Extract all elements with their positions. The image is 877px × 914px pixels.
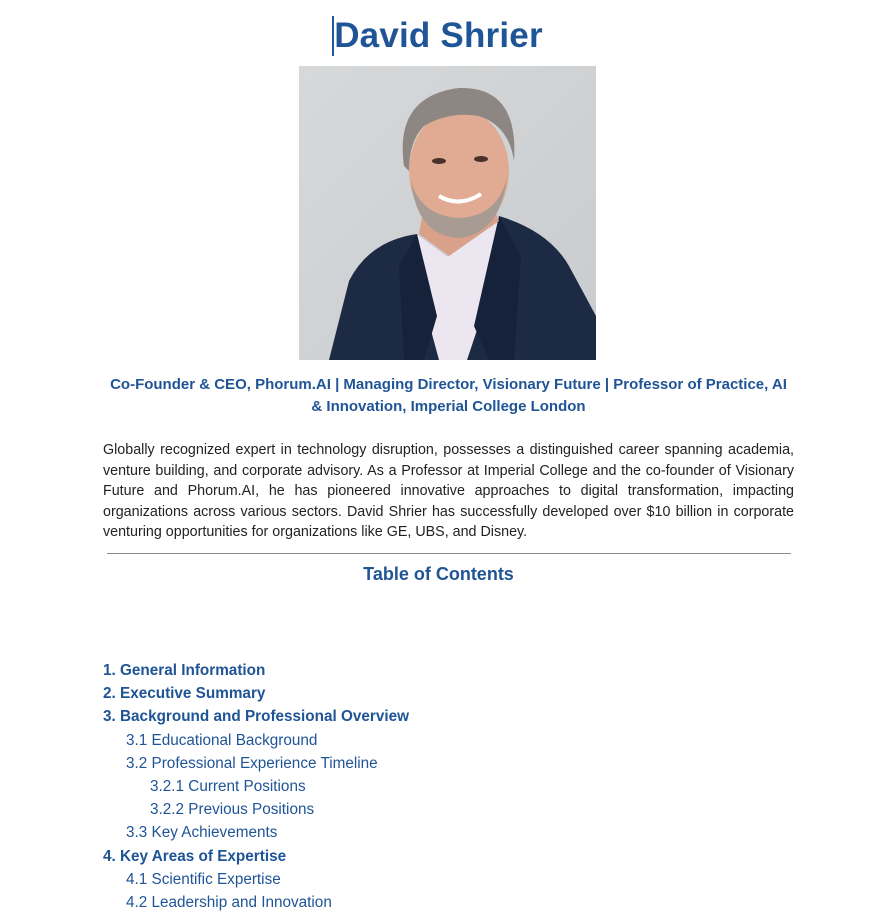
title-wrapper xyxy=(0,14,877,58)
toc-item[interactable]: 4.2 Leadership and Innovation xyxy=(126,894,332,912)
profile-photo xyxy=(299,66,596,360)
page-title[interactable] xyxy=(334,14,543,58)
table-of-contents xyxy=(103,659,803,914)
portrait-illustration xyxy=(299,66,596,360)
toc-item[interactable]: 3. Background and Professional Overview xyxy=(103,708,410,726)
toc-item[interactable]: 1. General Information xyxy=(103,662,266,679)
bio-paragraph: Globally recognized expert in technology disruption, possesses a distinguished career spanning academia, venture building, and corporate advisory. As a Professor at Imperial College and the co-founder of Visionary Future and Phorum.AI, he has pioneered innovative approaches to digital transformation, impacting organizations across various sectors. David Shrier has successfully developed over $10 billion in corporate venturing opportunities for organizations like GE, UBS, and Disney. xyxy=(103,442,794,540)
toc-heading: Table of Contents xyxy=(363,564,514,584)
toc-item[interactable]: 4.1 Scientific Expertise xyxy=(126,870,281,888)
text-cursor xyxy=(332,16,334,56)
toc-item[interactable]: 3.3 Key Achievements xyxy=(126,824,278,842)
horizontal-divider xyxy=(107,553,791,554)
toc-item[interactable]: 2. Executive Summary xyxy=(103,685,266,703)
page-title-text: David Shrier xyxy=(334,16,543,55)
subtitle: Co-Founder & CEO, Phorum.AI | Managing Director, Visionary Future | Professor of Practice, AI & Innovation, Imperial College London xyxy=(110,376,787,415)
toc-item[interactable]: 4. Key Areas of Expertise xyxy=(103,847,287,865)
toc-item[interactable]: 3.2.1 Current Positions xyxy=(150,778,306,796)
toc-item[interactable]: 3.2.2 Previous Positions xyxy=(150,801,315,819)
toc-item[interactable]: 3.2 Professional Experience Timeline xyxy=(126,754,378,772)
toc-item[interactable]: 3.1 Educational Background xyxy=(126,731,318,749)
